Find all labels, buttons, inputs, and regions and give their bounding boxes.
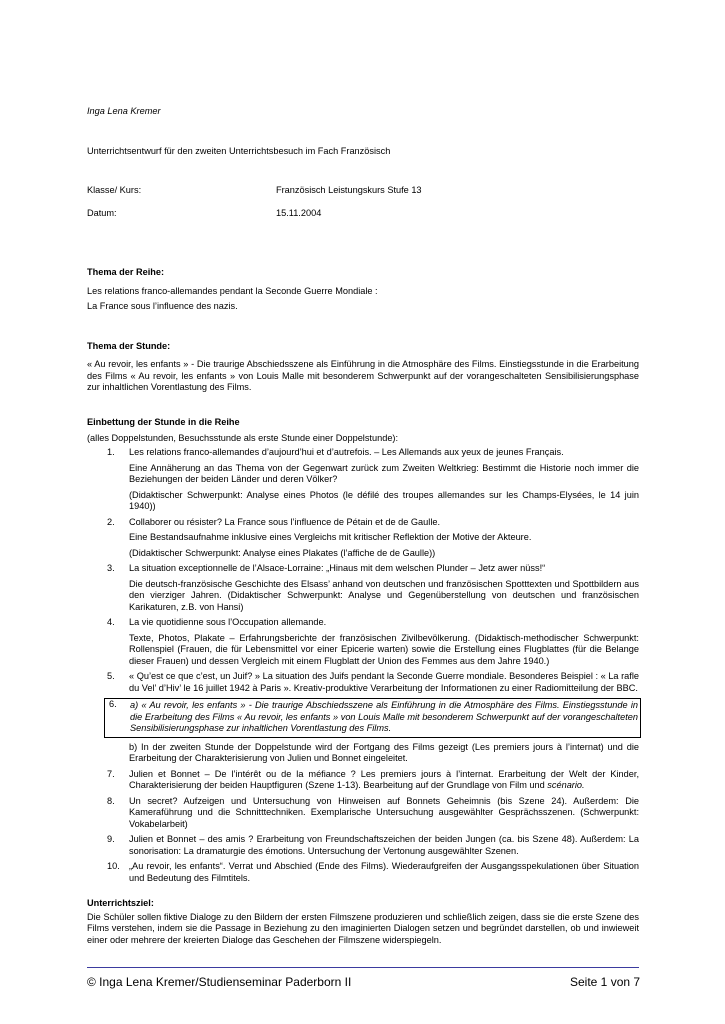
- list-item: [87, 563, 639, 613]
- ziel-text: Die Schüler sollen fiktive Dialoge zu den Bildern der ersten Filmszene produzieren und schließlich zeigen, dass sie die erste Szene des Films verstehen, indem sie die Passage in Beziehung zu den imaginierten Dialogen setzen und begründet darstellen, ob und inwieweit einer oder mehrere der kreierten Dialoge das Geschehen der Filmszene widerspiegeln.: [87, 911, 639, 945]
- stunde-heading: Thema der Stunde:: [87, 341, 171, 351]
- datum-label: Datum:: [87, 208, 117, 218]
- item-number: 5.: [107, 671, 115, 681]
- reihe-heading: Thema der Reihe:: [87, 267, 165, 277]
- list-item: [87, 671, 639, 694]
- item-number: 3.: [107, 563, 115, 573]
- reihe-line-1: Les relations franco-allemandes pendant la Seconde Guerre Mondiale :: [87, 286, 378, 296]
- reihe-list: [87, 447, 639, 946]
- footer-page-number: Seite 1 von 7: [570, 975, 641, 989]
- einbettung-heading: Einbettung der Stunde in die Reihe: [87, 417, 240, 427]
- klasse-label: Klasse/ Kurs:: [87, 185, 142, 195]
- list-item: [87, 617, 639, 667]
- item-text: Un secret? Aufzeigen und Untersuchung von Hinweisen auf Bonnets Geheimnis (bis Szene 24). Außerdem: Die Kameraführung und die Schnitttechniken. Exemplarische Untersuchung ausgewählter Gesprächsszenen. (Schwerpunkt: Vokabelarbeit): [129, 795, 639, 829]
- ziel-heading: Unterrichtsziel:: [87, 898, 154, 908]
- item-text: Julien et Bonnet – des amis ? Erarbeitung von Freundschaftszeichen der beiden Jungen (ca. bis Szene 48). Außerdem: La sonorisation: La dramaturgie des émotions. Untersuchung der Vertonung ausgewählter Szenen.: [129, 834, 639, 856]
- item-number: 1.: [107, 447, 115, 457]
- footer-divider: [87, 967, 639, 968]
- item-title: Collaborer ou résister? La France sous l’influence de Pétain et de de Gaulle.: [129, 516, 441, 527]
- item-number: 10.: [107, 861, 120, 871]
- item-description: Eine Bestandsaufnahme inklusive eines Vergleichs mit kritischer Reflektion der Motive der Akteure.: [129, 532, 532, 542]
- item-description: Texte, Photos, Plakate – Erfahrungsberichte der französischen Zivilbevölkerung. (Didaktisch-methodischer Schwerpunkt: Rollenspiel (Frauen, die für Lebensmittel vor einer Epicerie warten) sowie die Erstellung eines Flugblattes (für die Belange dieser Frauen) und dessen Vergleich mit einem Flugblatt der Union des Femmes aus dem Jahre 1940.): [129, 632, 639, 666]
- item-number: 6.: [109, 699, 117, 709]
- item-title: « Qu’est ce que c’est, un Juif? » La situation des Juifs pendant la Seconde Guerre mondiale. Besonderes Beispiel : « La rafle du Vel’ d’Hiv’ le 16 juillet 1942 à Paris ». Kreativ-produktive Verarbeitung der Informationen zu einer Radiomitteilung der BBC.: [129, 671, 639, 693]
- list-item: [87, 447, 639, 513]
- document-title: Unterrichtsentwurf für den zweiten Unterrichtsbesuch im Fach Französisch: [87, 146, 391, 156]
- item-number: 7.: [107, 768, 115, 779]
- item-focus: (Didaktischer Schwerpunkt: Analyse eines Photos (le défilé des troupes allemandes sur les Champs-Elysées, le 14 juin 1940)): [129, 489, 639, 511]
- item-number: 4.: [107, 617, 115, 627]
- list-item: [87, 861, 639, 884]
- item-title: Les relations franco-allemandes d’aujourd’hui et d’autrefois. – Les Allemands aux yeux de jeunes Français.: [129, 447, 564, 457]
- current-lesson-box: [104, 698, 641, 738]
- list-item: [87, 834, 639, 857]
- item-description: Eine Annäherung an das Thema von der Gegenwart zurück zum Zweiten Weltkrieg: Bestimmt die Historie noch immer die Beziehungen der beiden Länder und deren Völker?: [129, 462, 639, 484]
- list-item: [87, 769, 639, 792]
- item-focus: (Didaktischer Schwerpunkt: Analyse eines Plakates (l’affiche de de Gaulle)): [129, 547, 436, 558]
- list-item: [87, 517, 639, 560]
- list-item: [87, 742, 639, 765]
- item-number: 2.: [107, 516, 115, 527]
- item-text: „Au revoir, les enfants“. Verrat und Abschied (Ende des Films). Wiederaufgreifen der Ausgangsspekulationen über Situation und Bedeutung des Filmtitels.: [129, 861, 639, 883]
- item-title: La situation exceptionnelle de l’Alsace-Lorraine: „Hinaus mit dem welschen Plunder – Jetz awer nüss!“: [129, 563, 546, 573]
- item-number: 9.: [107, 834, 115, 844]
- footer-copyright: © Inga Lena Kremer/Studienseminar Paderborn II: [87, 975, 352, 989]
- einbettung-intro: (alles Doppelstunden, Besuchsstunde als erste Stunde einer Doppelstunde):: [87, 433, 399, 443]
- stunde-text: « Au revoir, les enfants » - Die traurige Abschiedsszene als Einführung in die Atmosphäre des Films. Einstiegsstunde in die Erarbeitung des Films « Au revoir, les enfants » von Louis Malle mit besonderem Schwerpunkt auf der vorangeschalteten Sensibilisierungsphase zur inhaltlichen Vorentlastung des Films.: [87, 359, 639, 392]
- item-text: Julien et Bonnet – De l’intérêt ou de la méfiance ? Les premiers jours à l’internat. Erarbeitung der Welt der Kinder, Charakterisierung der beiden Hauptfiguren (Szene 1-13). Bearbeitung auf der Grundlage von Film und: [129, 768, 639, 790]
- item-text-italic: scénario.: [547, 780, 585, 790]
- list-item: [87, 796, 639, 831]
- datum-value: 15.11.2004: [276, 208, 322, 218]
- item-description: b) In der zweiten Stunde der Doppelstunde wird der Fortgang des Films gezeigt (Les premiers jours à l’internat) und die Erarbeitung der Charakterisierung von Julien und Bonnet eingeleitet.: [129, 741, 639, 763]
- klasse-value: Französisch Leistungskurs Stufe 13: [276, 185, 422, 195]
- reihe-line-2: La France sous l’influence des nazis.: [87, 301, 238, 311]
- item-description: Die deutsch-französische Geschichte des Elsass’ anhand von deutschen und französischen Spotttexten und Spottbildern aus den vierziger Jahren. (Didaktischer Schwerpunkt: Analyse und Gegenüberstellung von deutschen und französischen Karikaturen, z.B. von Hansi): [129, 578, 639, 612]
- current-lesson-text: a) « Au revoir, les enfants » - Die traurige Abschiedsszene als Einführung in die Atmosphäre des Films. Einstiegsstunde in die Erarbeitung des Films « Au revoir, les enfants » von Louis Malle mit besonderem Schwerpunkt auf der vorangeschalteten Sensibilisierungsphase zur inhaltlichen Vorentlastung des Films.: [130, 700, 638, 733]
- item-number: 8.: [107, 795, 115, 806]
- item-title: La vie quotidienne sous l’Occupation allemande.: [129, 617, 327, 627]
- author-name: Inga Lena Kremer: [87, 106, 161, 116]
